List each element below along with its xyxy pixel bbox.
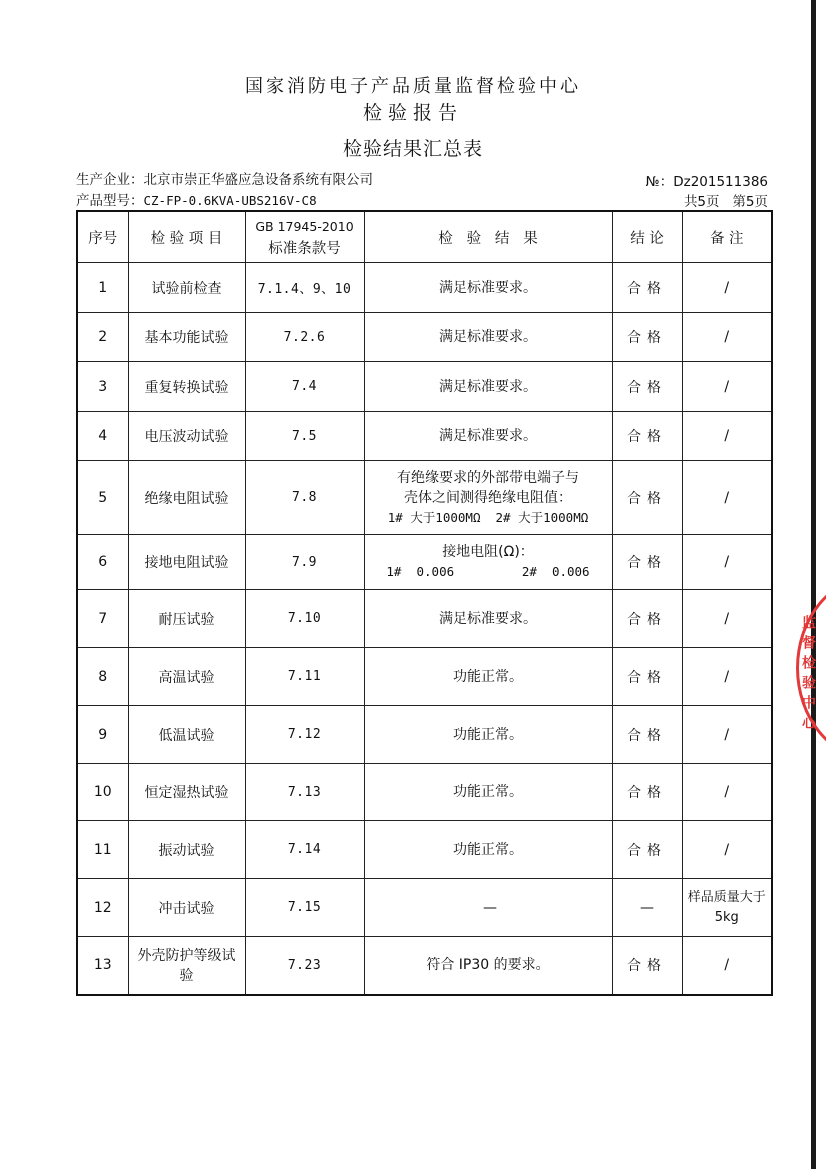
row-test-item: 外壳防护等级试验 (128, 937, 245, 995)
result-line: — (483, 899, 497, 916)
table-row (77, 937, 772, 995)
row-result (364, 764, 612, 821)
row-result (364, 706, 612, 764)
row-number: 7 (77, 590, 128, 648)
row-test-item: 基本功能试验 (128, 313, 245, 362)
row-conclusion: 合格 (612, 412, 682, 461)
row-clause: 7.12 (245, 706, 364, 764)
row-number: 3 (77, 362, 128, 412)
table-row (77, 706, 772, 764)
row-number: 9 (77, 706, 128, 764)
row-remark: / (682, 821, 772, 879)
report-title: 检验报告 (362, 102, 463, 124)
row-test-item: 电压波动试验 (128, 412, 245, 461)
manufacturer-line: 生产企业：北京市崇正华盛应急设备系统有限公司 (76, 172, 373, 188)
row-test-item: 高温试验 (128, 648, 245, 706)
model-label: 产品型号： (76, 193, 144, 209)
row-conclusion: 合格 (612, 706, 682, 764)
model-value: CZ-FP-0.6KVA-UBS216V-C8 (143, 193, 317, 208)
row-test-item: 绝缘电阻试验 (128, 461, 245, 535)
table-row (77, 362, 772, 412)
result-line: 符合 IP30 的要求。 (426, 957, 550, 974)
result-line: 功能正常。 (453, 841, 523, 858)
row-result (364, 648, 612, 706)
row-conclusion: 合格 (612, 937, 682, 995)
table-row (77, 879, 772, 937)
row-conclusion: 合格 (612, 648, 682, 706)
row-test-item: 振动试验 (128, 821, 245, 879)
row-conclusion: 合格 (612, 764, 682, 821)
row-conclusion: 合格 (612, 313, 682, 362)
table-row (77, 263, 772, 313)
header-result: 检 验 结 果 (364, 211, 612, 263)
row-clause: 7.23 (245, 937, 364, 995)
table-row (77, 764, 772, 821)
result-line: 壳体之间测得绝缘电阻值： (404, 489, 572, 506)
row-clause: 7.9 (245, 535, 364, 590)
row-number: 5 (77, 461, 128, 535)
result-line: 有绝缘要求的外部带电端子与 (397, 469, 579, 486)
row-remark: / (682, 535, 772, 590)
result-line: 满足标准要求。 (439, 610, 537, 627)
organization-name: 国家消防电子产品质量监督检验中心 (245, 76, 581, 97)
row-result (364, 535, 612, 590)
row-test-item: 试验前检查 (128, 263, 245, 313)
row-remark: / (682, 313, 772, 362)
row-clause: 7.15 (245, 879, 364, 937)
table-row (77, 821, 772, 879)
table-row (77, 648, 772, 706)
report-number: №：Dz201511386 (645, 174, 768, 190)
header-remark: 备 注 (682, 211, 772, 263)
results-table (76, 210, 773, 996)
row-number: 6 (77, 535, 128, 590)
row-remark: 样品质量大于5kg (682, 879, 772, 937)
row-remark: / (682, 590, 772, 648)
row-clause: 7.13 (245, 764, 364, 821)
row-remark: / (682, 362, 772, 412)
row-remark: / (682, 461, 772, 535)
table-row (77, 590, 772, 648)
row-test-item: 重复转换试验 (128, 362, 245, 412)
row-number: 4 (77, 412, 128, 461)
result-line: 1# 大于1000MΩ 2# 大于1000MΩ (387, 509, 589, 525)
row-conclusion: — (612, 879, 682, 937)
row-conclusion: 合格 (612, 263, 682, 313)
row-remark: / (682, 412, 772, 461)
table-row (77, 535, 772, 590)
result-line: 满足标准要求。 (439, 378, 537, 395)
page-info: 共5页 第5页 (683, 194, 768, 210)
row-number: 2 (77, 313, 128, 362)
row-number: 11 (77, 821, 128, 879)
table-row (77, 412, 772, 461)
row-result (364, 590, 612, 648)
row-number: 1 (77, 263, 128, 313)
header-standard (245, 211, 364, 263)
header-item: 检 验 项 目 (128, 211, 245, 263)
row-remark: / (682, 937, 772, 995)
row-clause: 7.4 (245, 362, 364, 412)
row-clause: 7.11 (245, 648, 364, 706)
row-remark: / (682, 764, 772, 821)
row-clause: 7.10 (245, 590, 364, 648)
row-remark: / (682, 263, 772, 313)
row-result (364, 362, 612, 412)
row-number: 13 (77, 937, 128, 995)
header-no: 序号 (77, 211, 128, 263)
row-test-item: 低温试验 (128, 706, 245, 764)
row-result (364, 412, 612, 461)
row-clause: 7.14 (245, 821, 364, 879)
row-clause: 7.5 (245, 412, 364, 461)
row-test-item: 恒定湿热试验 (128, 764, 245, 821)
result-line: 满足标准要求。 (439, 329, 537, 345)
table-row (77, 313, 772, 362)
header-conclusion: 结 论 (612, 211, 682, 263)
result-line: 满足标准要求。 (439, 428, 537, 444)
result-line: 功能正常。 (453, 668, 523, 685)
header-standard-code: GB 17945-2010 (255, 218, 354, 234)
header-standard-clause: 标准条款号 (268, 240, 341, 257)
row-remark: / (682, 706, 772, 764)
row-test-item: 耐压试验 (128, 590, 245, 648)
result-line: 功能正常。 (453, 726, 523, 743)
row-result (364, 937, 612, 995)
row-conclusion: 合格 (612, 590, 682, 648)
row-clause: 7.1.4、9、10 (245, 263, 364, 313)
row-conclusion: 合格 (612, 461, 682, 535)
row-result (364, 461, 612, 535)
table-body (77, 263, 772, 995)
row-test-item: 冲击试验 (128, 879, 245, 937)
result-line: 1# 0.006 2# 0.006 (386, 564, 590, 579)
row-result (364, 821, 612, 879)
row-number: 10 (77, 764, 128, 821)
row-number: 12 (77, 879, 128, 937)
seal-text: 监督检验中心 (800, 615, 816, 735)
result-line: 满足标准要求。 (439, 279, 537, 296)
row-result (364, 263, 612, 313)
row-result (364, 879, 612, 937)
table-header-row (77, 211, 772, 263)
red-seal-stamp (790, 575, 826, 755)
model-line (76, 189, 317, 209)
table-row (77, 461, 772, 535)
result-line: 功能正常。 (453, 784, 523, 800)
row-conclusion: 合格 (612, 362, 682, 412)
row-test-item: 接地电阻试验 (128, 535, 245, 590)
row-number: 8 (77, 648, 128, 706)
row-remark: / (682, 648, 772, 706)
table-title: 检验结果汇总表 (342, 138, 483, 160)
row-clause: 7.8 (245, 461, 364, 535)
row-conclusion: 合格 (612, 535, 682, 590)
row-clause: 7.2.6 (245, 313, 364, 362)
row-conclusion: 合格 (612, 821, 682, 879)
row-result (364, 313, 612, 362)
result-line: 接地电阻(Ω)： (442, 544, 534, 560)
